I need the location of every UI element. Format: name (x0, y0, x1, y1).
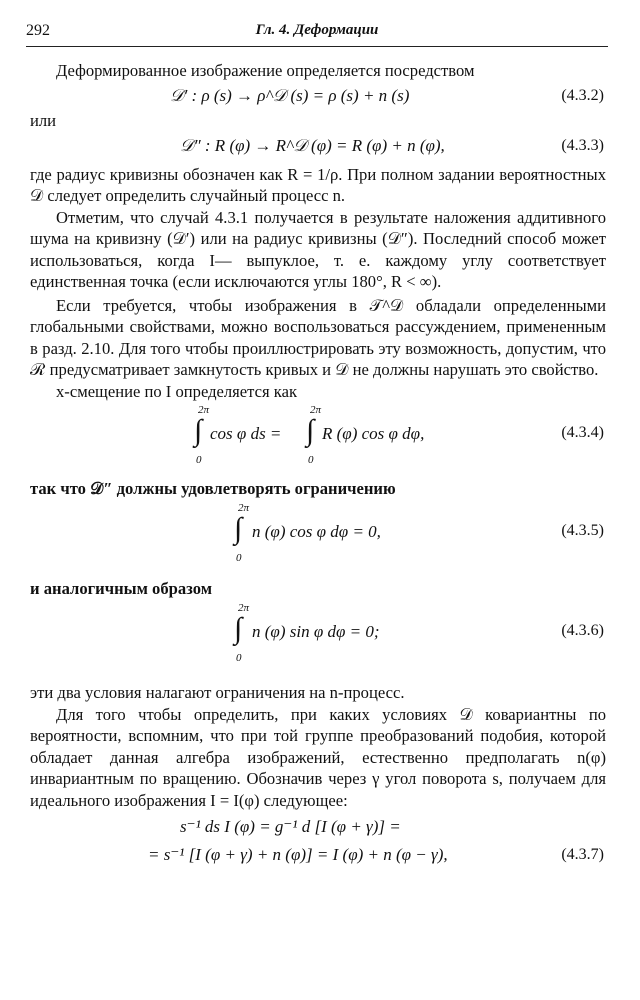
page-body (30, 60, 606, 869)
equation-number: (4.3.7) (561, 846, 604, 863)
equation-4-3-3 (30, 132, 606, 160)
paragraph-4: Если требуется, чтобы изображения в 𝒯^𝒟 обладали определенными глобальными свойствами, можно воспользоваться рассуждением, примененным в разд. 2.10. Для того чтобы проиллюстрировать эту возможность, допустим, что ℛ предусматривает замкнутость кривых и 𝒟 не должны нарушать это свойство. (30, 295, 606, 379)
lower-limit: 0 (196, 454, 202, 466)
chapter-title: Гл. 4. Деформации (255, 22, 379, 38)
equation-expr: = s⁻¹ [I (φ + γ) + n (φ)] = I (φ) + n (φ − γ), (148, 845, 448, 864)
equation-expr: 𝒟″ : R (φ) → R^𝒟 (φ) = R (φ) + n (φ), (180, 135, 445, 155)
equation-4-3-2 (30, 82, 606, 110)
running-header (26, 20, 608, 47)
equation-4-3-5 (30, 500, 606, 572)
paragraph-8: эти два условия налагают ограничения на n-процесс. (30, 683, 405, 702)
equation-number: (4.3.3) (561, 136, 604, 154)
integral-expr: n (φ) sin φ dφ = 0; (252, 622, 380, 641)
or-word: или (30, 110, 57, 130)
upper-limit: 2π (238, 502, 250, 514)
paragraph-2: где радиус кривизны обозначен как R = 1/ρ. При полном задании вероятностных 𝒟 следует определить случайный процесс n. (30, 164, 606, 205)
equation-number: (4.3.5) (561, 522, 604, 539)
equation-expr: s⁻¹ ds I (φ) = g⁻¹ d [I (φ + γ)] = (180, 817, 401, 836)
equation-4-3-7-line-1 (30, 813, 606, 841)
integral-left-expr: cos φ ds = (210, 424, 282, 443)
paragraph-3: Отметим, что случай 4.3.1 получается в результате наложения аддитивного шума на кривизну (𝒟′) или на радиус кривизны (𝒟″). Последний способ может использоваться, когда I— выпуклое, т. е. каждому углу соответствует единственная точка (если исключаются углы 180°, R < ∞). (30, 207, 606, 291)
paragraph-9: Для того чтобы определить, при каких условиях 𝒟 ковариантны по вероятности, вспомним, что при той группе преобразований подобия, которой обладает данная алгебра изображений, естественно предполагать n(φ) инвариантным по вращению. Обозначив через γ угол поворота s, получаем для идеального изображения I = I(φ) следующее: (30, 704, 606, 810)
paragraph-1: Деформированное изображение определяется посредством (56, 61, 475, 80)
equation-expr: 𝒟′ : ρ (s) → ρ^𝒟 (s) = ρ (s) + n (s) (170, 85, 410, 105)
paragraph-7: и аналогичным образом (30, 579, 213, 598)
equation-number: (4.3.2) (561, 86, 604, 104)
integral-sign: ∫ (194, 414, 203, 447)
lower-limit: 0 (236, 552, 242, 564)
lower-limit: 0 (236, 652, 242, 664)
equation-4-3-4 (30, 402, 606, 474)
integral-right-expr: R (φ) cos φ dφ, (322, 424, 425, 443)
paragraph-6: так что 𝒟″ должны удовлетворять ограничению (30, 479, 396, 498)
upper-limit: 2π (198, 404, 210, 416)
integral-sign: ∫ (234, 512, 243, 545)
integral-expr: n (φ) cos φ dφ = 0, (252, 522, 381, 541)
upper-limit: 2π (238, 602, 250, 614)
equation-number: (4.3.6) (561, 622, 604, 639)
lower-limit: 0 (308, 454, 314, 466)
integral-sign: ∫ (234, 612, 243, 645)
upper-limit: 2π (310, 404, 322, 416)
equation-number: (4.3.4) (561, 424, 604, 441)
equation-4-3-7-line-2 (30, 841, 606, 869)
integral-sign: ∫ (306, 414, 315, 447)
equation-4-3-6 (30, 600, 606, 672)
page-number: 292 (26, 22, 50, 39)
paragraph-5: x-смещение по I определяется как (56, 381, 298, 401)
